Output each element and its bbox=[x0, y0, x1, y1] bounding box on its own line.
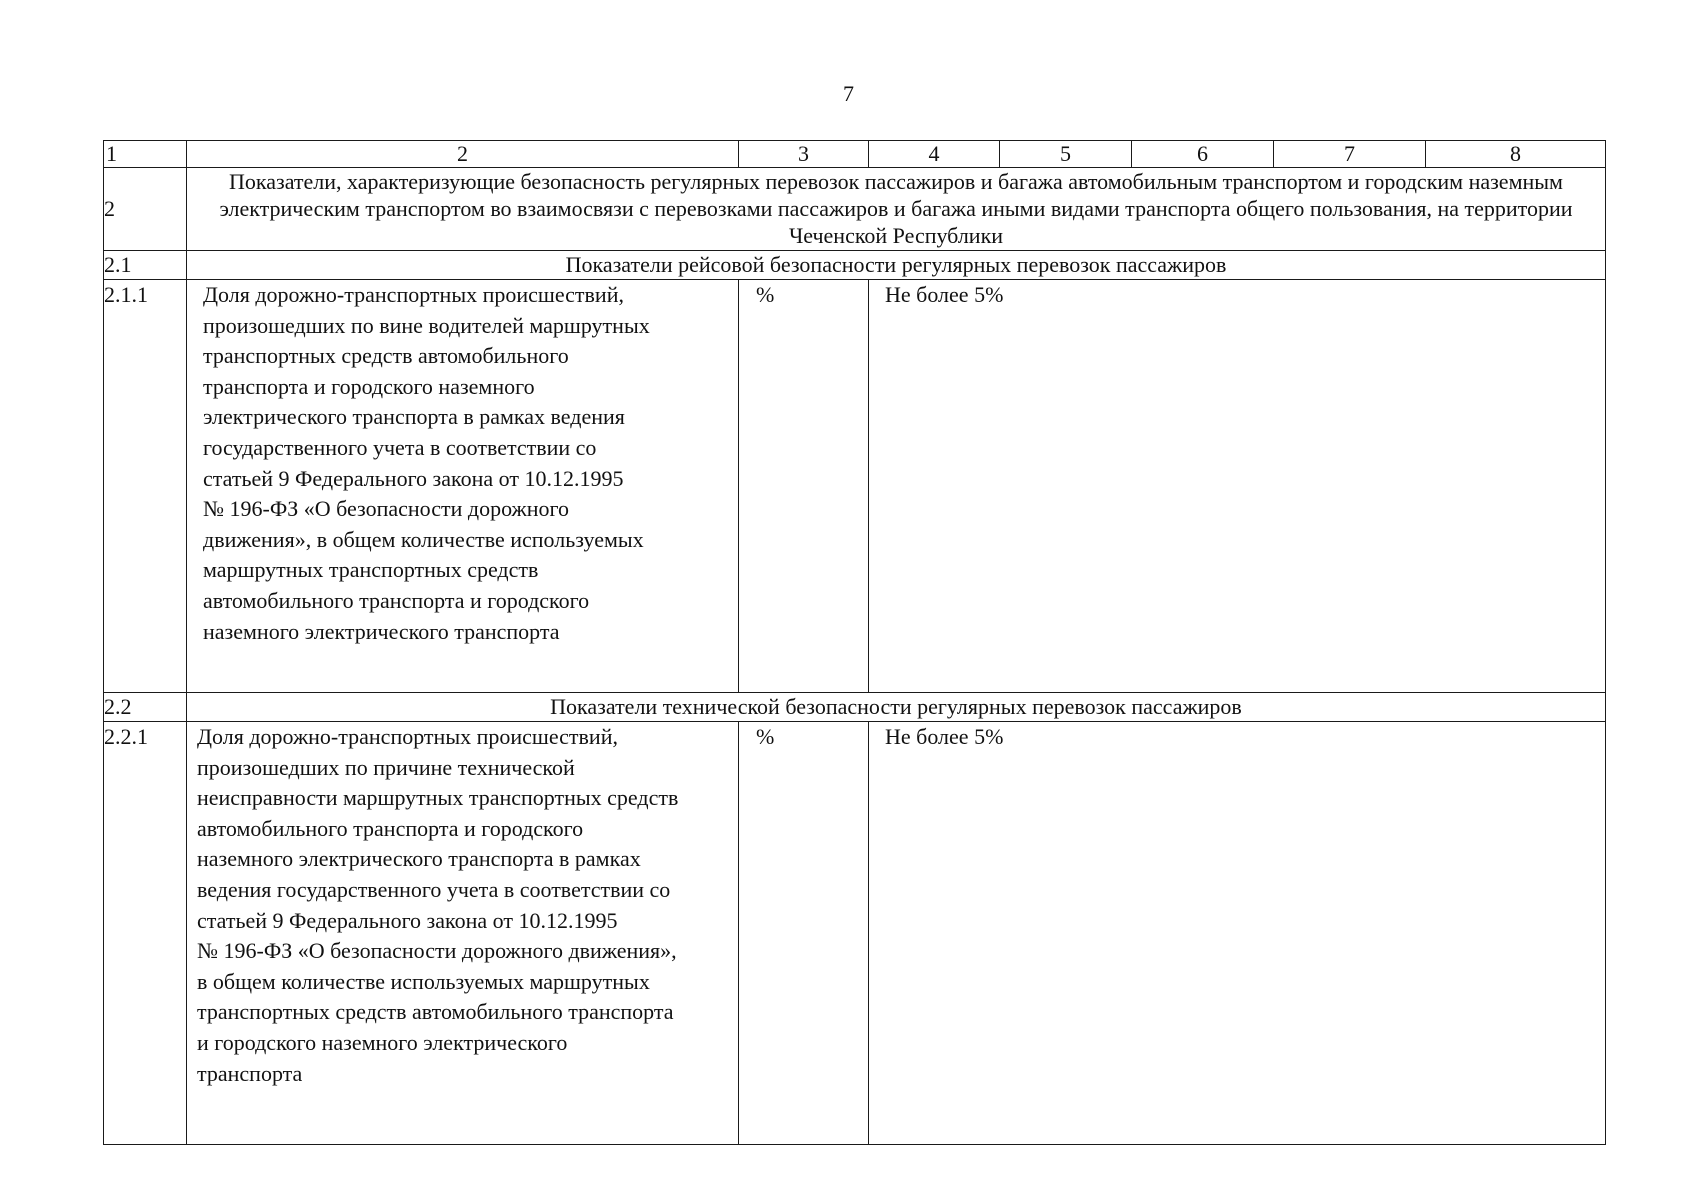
subsection-row bbox=[104, 693, 1606, 722]
subsection-row bbox=[104, 251, 1606, 280]
column-number-row bbox=[104, 141, 1606, 168]
page-number: 7 bbox=[843, 81, 854, 106]
column-header: 1 bbox=[104, 141, 187, 168]
indicator-row bbox=[104, 280, 1606, 693]
section-row bbox=[104, 168, 1606, 251]
indicator-text: Доля дорожно-транспортных происшествий, произошедших по вине водителей маршрутных транспортных средств автомобильного транспорта и городского наземного электрического транспорта в рамках ведения государственного учета в соответствии со статьей 9 Федерального закона от 10.12.1995 № 196-ФЗ «О безопасности дорожного движения», в общем количестве используемых маршрутных транспортных средств автомобильного транспорта и городского наземного электрического транспорта bbox=[187, 280, 739, 693]
indicator-number: 2.2.1 bbox=[104, 722, 187, 1145]
subsection-title: Показатели технической безопасности регулярных перевозок пассажиров bbox=[187, 693, 1606, 722]
indicators-table bbox=[103, 140, 1606, 1145]
section-title: Показатели, характеризующие безопасность регулярных перевозок пассажиров и багажа автомобильным транспортом и городским наземным электрическим транспортом во взаимосвязи с перевозками пассажиров и багажа иными видами транспорта общего пользования, на территории Чеченской Республики bbox=[187, 168, 1606, 251]
column-header: 7 bbox=[1274, 141, 1426, 168]
column-header: 8 bbox=[1426, 141, 1606, 168]
column-header: 4 bbox=[869, 141, 1000, 168]
indicator-value: Не более 5% bbox=[869, 280, 1606, 693]
column-header: 5 bbox=[1000, 141, 1132, 168]
subsection-number: 2.2 bbox=[104, 693, 187, 722]
section-number: 2 bbox=[104, 168, 187, 251]
indicator-value: Не более 5% bbox=[869, 722, 1606, 1145]
indicator-unit: % bbox=[739, 722, 869, 1145]
subsection-number: 2.1 bbox=[104, 251, 187, 280]
indicator-row bbox=[104, 722, 1606, 1145]
indicator-number: 2.1.1 bbox=[104, 280, 187, 693]
indicator-text: Доля дорожно-транспортных происшествий, произошедших по причине технической неисправности маршрутных транспортных средств автомобильного транспорта и городского наземного электрического транспорта в рамках ведения государственного учета в соответствии со статьей 9 Федерального закона от 10.12.1995 № 196-ФЗ «О безопасности дорожного движения», в общем количестве используемых маршрутных транспортных средств автомобильного транспорта и городского наземного электрического транспорта bbox=[187, 722, 739, 1145]
indicator-unit: % bbox=[739, 280, 869, 693]
column-header: 3 bbox=[739, 141, 869, 168]
subsection-title: Показатели рейсовой безопасности регулярных перевозок пассажиров bbox=[187, 251, 1606, 280]
column-header: 2 bbox=[187, 141, 739, 168]
column-header: 6 bbox=[1132, 141, 1274, 168]
